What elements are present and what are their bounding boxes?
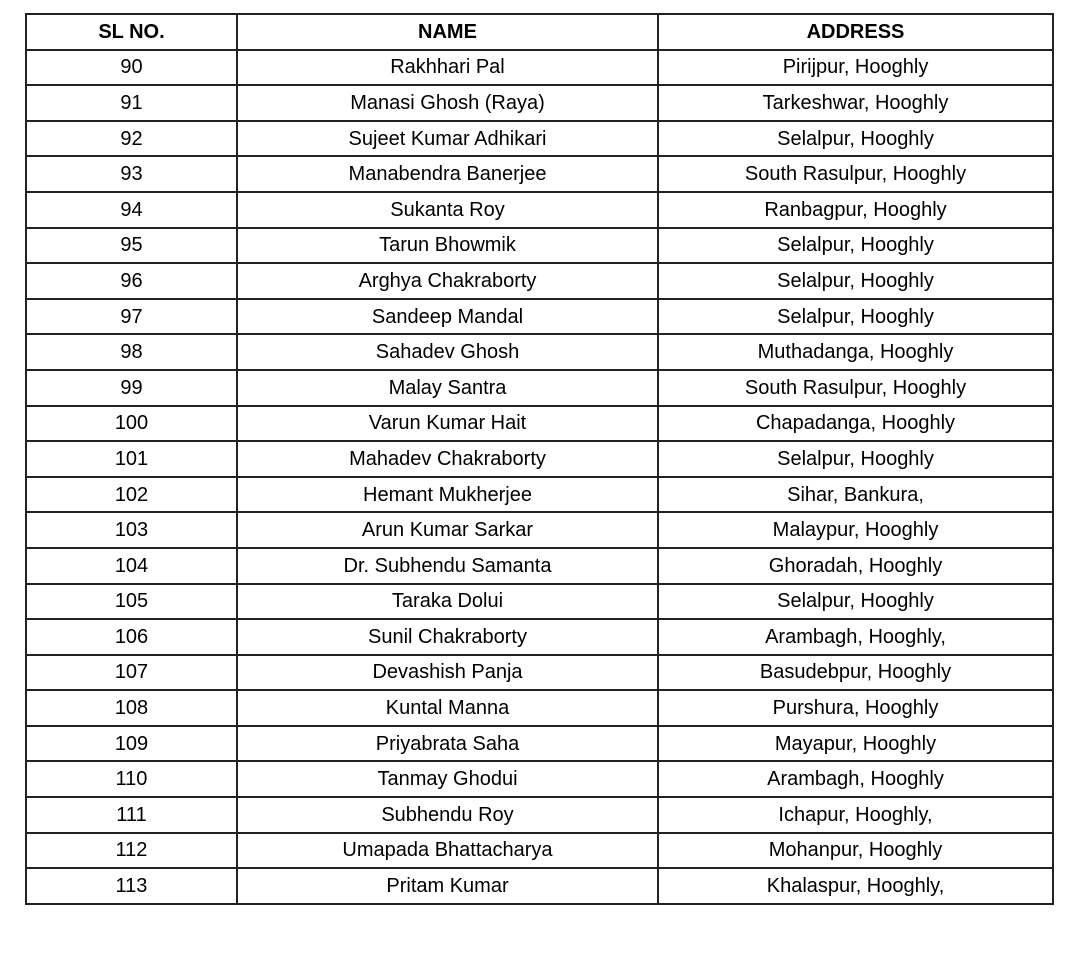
address-cell: Muthadanga, Hooghly (658, 334, 1053, 370)
table-row (26, 726, 1053, 762)
sl-no-cell: 91 (26, 85, 237, 121)
table-row (26, 299, 1053, 335)
address-cell: Purshura, Hooghly (658, 690, 1053, 726)
table-row (26, 690, 1053, 726)
header-row (26, 14, 1053, 50)
sl-no-cell: 93 (26, 156, 237, 192)
address-cell: Selalpur, Hooghly (658, 263, 1053, 299)
table-body (26, 50, 1053, 904)
name-cell: Manabendra Banerjee (237, 156, 658, 192)
name-cell: Manasi Ghosh (Raya) (237, 85, 658, 121)
sl-no-cell: 100 (26, 406, 237, 442)
table-row (26, 655, 1053, 691)
address-cell: Selalpur, Hooghly (658, 441, 1053, 477)
address-cell: Sihar, Bankura, (658, 477, 1053, 513)
name-cell: Mahadev Chakraborty (237, 441, 658, 477)
name-cell: Kuntal Manna (237, 690, 658, 726)
table-row (26, 406, 1053, 442)
table-row (26, 156, 1053, 192)
sl-no-cell: 109 (26, 726, 237, 762)
sl-no-cell: 101 (26, 441, 237, 477)
sl-no-cell: 112 (26, 833, 237, 869)
sl-no-cell: 104 (26, 548, 237, 584)
sl-no-cell: 113 (26, 868, 237, 904)
name-cell: Priyabrata Saha (237, 726, 658, 762)
name-cell: Rakhhari Pal (237, 50, 658, 86)
table-row (26, 512, 1053, 548)
address-cell: Tarkeshwar, Hooghly (658, 85, 1053, 121)
name-cell: Subhendu Roy (237, 797, 658, 833)
name-cell: Varun Kumar Hait (237, 406, 658, 442)
name-cell: Arghya Chakraborty (237, 263, 658, 299)
table-row (26, 50, 1053, 86)
address-cell: Khalaspur, Hooghly, (658, 868, 1053, 904)
address-cell: Selalpur, Hooghly (658, 299, 1053, 335)
sl-no-cell: 92 (26, 121, 237, 157)
column-header-name: NAME (237, 14, 658, 50)
column-header-sl-no: SL NO. (26, 14, 237, 50)
address-cell: South Rasulpur, Hooghly (658, 370, 1053, 406)
address-cell: Malaypur, Hooghly (658, 512, 1053, 548)
name-cell: Tarun Bhowmik (237, 228, 658, 264)
table-row (26, 584, 1053, 620)
table-row (26, 370, 1053, 406)
member-table (25, 13, 1054, 905)
table-row (26, 833, 1053, 869)
table-row (26, 868, 1053, 904)
table-header (26, 14, 1053, 50)
name-cell: Sandeep Mandal (237, 299, 658, 335)
address-cell: Arambagh, Hooghly (658, 761, 1053, 797)
table-row (26, 761, 1053, 797)
address-cell: Selalpur, Hooghly (658, 228, 1053, 264)
sl-no-cell: 97 (26, 299, 237, 335)
table-row (26, 441, 1053, 477)
table-row (26, 548, 1053, 584)
address-cell: Selalpur, Hooghly (658, 584, 1053, 620)
name-cell: Pritam Kumar (237, 868, 658, 904)
sl-no-cell: 106 (26, 619, 237, 655)
name-cell: Malay Santra (237, 370, 658, 406)
name-cell: Tanmay Ghodui (237, 761, 658, 797)
address-cell: Mayapur, Hooghly (658, 726, 1053, 762)
address-cell: Mohanpur, Hooghly (658, 833, 1053, 869)
name-cell: Dr. Subhendu Samanta (237, 548, 658, 584)
table-row (26, 85, 1053, 121)
table-row (26, 192, 1053, 228)
table-row (26, 334, 1053, 370)
name-cell: Sujeet Kumar Adhikari (237, 121, 658, 157)
name-cell: Sukanta Roy (237, 192, 658, 228)
address-cell: Chapadanga, Hooghly (658, 406, 1053, 442)
address-cell: Ranbagpur, Hooghly (658, 192, 1053, 228)
sl-no-cell: 111 (26, 797, 237, 833)
address-cell: Ichapur, Hooghly, (658, 797, 1053, 833)
sl-no-cell: 107 (26, 655, 237, 691)
table-row (26, 263, 1053, 299)
name-cell: Sunil Chakraborty (237, 619, 658, 655)
table-row (26, 228, 1053, 264)
sl-no-cell: 90 (26, 50, 237, 86)
address-cell: Arambagh, Hooghly, (658, 619, 1053, 655)
sl-no-cell: 96 (26, 263, 237, 299)
name-cell: Taraka Dolui (237, 584, 658, 620)
sl-no-cell: 98 (26, 334, 237, 370)
name-cell: Devashish Panja (237, 655, 658, 691)
sl-no-cell: 99 (26, 370, 237, 406)
name-cell: Sahadev Ghosh (237, 334, 658, 370)
name-cell: Umapada Bhattacharya (237, 833, 658, 869)
table-row (26, 121, 1053, 157)
address-cell: Pirijpur, Hooghly (658, 50, 1053, 86)
table-row (26, 477, 1053, 513)
sl-no-cell: 102 (26, 477, 237, 513)
sl-no-cell: 105 (26, 584, 237, 620)
address-cell: Selalpur, Hooghly (658, 121, 1053, 157)
sl-no-cell: 103 (26, 512, 237, 548)
column-header-address: ADDRESS (658, 14, 1053, 50)
address-cell: Basudebpur, Hooghly (658, 655, 1053, 691)
address-cell: South Rasulpur, Hooghly (658, 156, 1053, 192)
sl-no-cell: 108 (26, 690, 237, 726)
sl-no-cell: 110 (26, 761, 237, 797)
table-row (26, 797, 1053, 833)
address-cell: Ghoradah, Hooghly (658, 548, 1053, 584)
sl-no-cell: 94 (26, 192, 237, 228)
name-cell: Arun Kumar Sarkar (237, 512, 658, 548)
name-cell: Hemant Mukherjee (237, 477, 658, 513)
table-row (26, 619, 1053, 655)
sl-no-cell: 95 (26, 228, 237, 264)
